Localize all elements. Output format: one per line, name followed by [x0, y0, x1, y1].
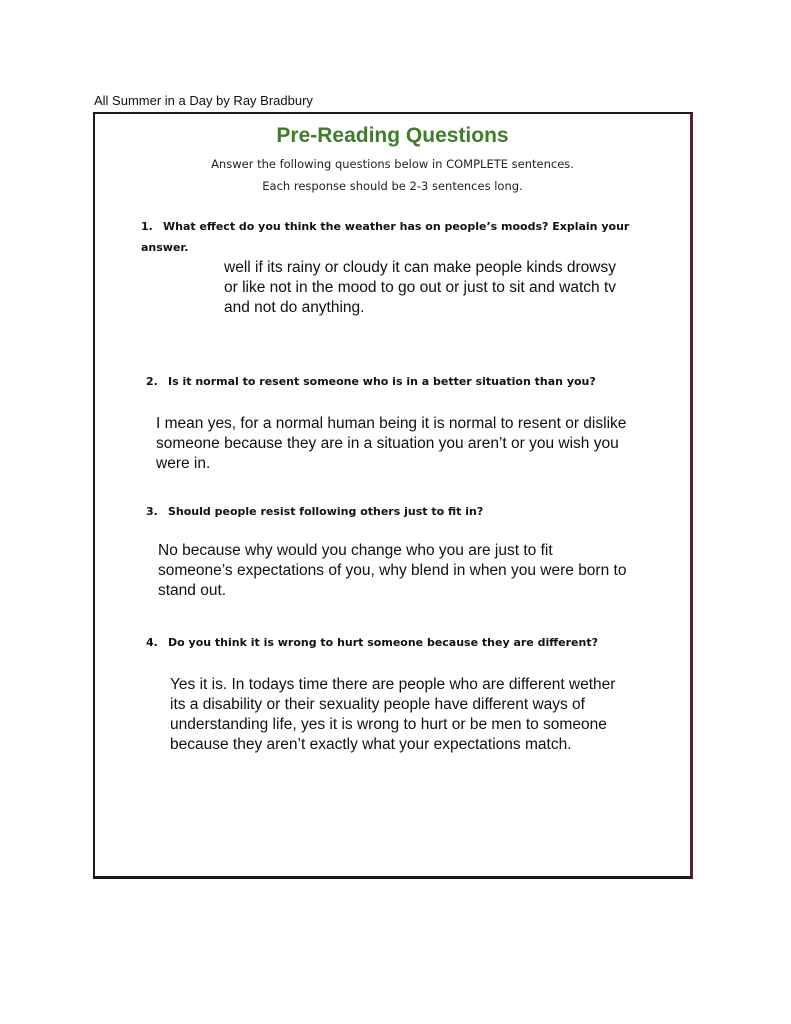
question-text: What effect do you think the weather has on people’s moods? Explain your answer.	[141, 220, 630, 254]
question-1	[141, 216, 661, 258]
question-4	[146, 632, 676, 653]
answer-2[interactable]: I mean yes, for a normal human being it is normal to resent or dislike someone because they are in a situation you aren’t or you wish you were in.	[156, 415, 627, 472]
question-2	[146, 371, 666, 392]
answer-3[interactable]: No because why would you change who you are just to fit someone’s expectations of you, why blend in when you were born to stand out.	[158, 542, 627, 599]
question-text: Do you think it is wrong to hurt someone because they are different?	[168, 636, 598, 649]
worksheet-box	[93, 112, 693, 879]
question-text: Should people resist following others just to fit in?	[168, 505, 484, 518]
worksheet-title: Pre-Reading Questions	[276, 124, 509, 147]
question-text: Is it normal to resent someone who is in a better situation than you?	[168, 375, 596, 388]
instruction-line-1: Answer the following questions below in COMPLETE sentences.	[211, 157, 574, 171]
answer-4[interactable]: Yes it is. In todays time there are people who are different wether its a disability or their sexuality people have different ways of understanding life, yes it is wrong to hurt or be men to someone because they aren’t exactly what your expectations match.	[170, 676, 616, 753]
question-number: 1.	[141, 220, 153, 233]
question-number: 3.	[146, 505, 158, 518]
question-number: 2.	[146, 375, 158, 388]
document-header: All Summer in a Day by Ray Bradbury	[94, 93, 313, 108]
question-3	[146, 501, 666, 522]
instruction-line-2: Each response should be 2-3 sentences long.	[262, 179, 523, 193]
answer-1[interactable]: well if its rainy or cloudy it can make people kinds drowsy or like not in the mood to go out or just to sit and watch tv and not do anything.	[224, 259, 617, 316]
question-number: 4.	[146, 636, 158, 649]
